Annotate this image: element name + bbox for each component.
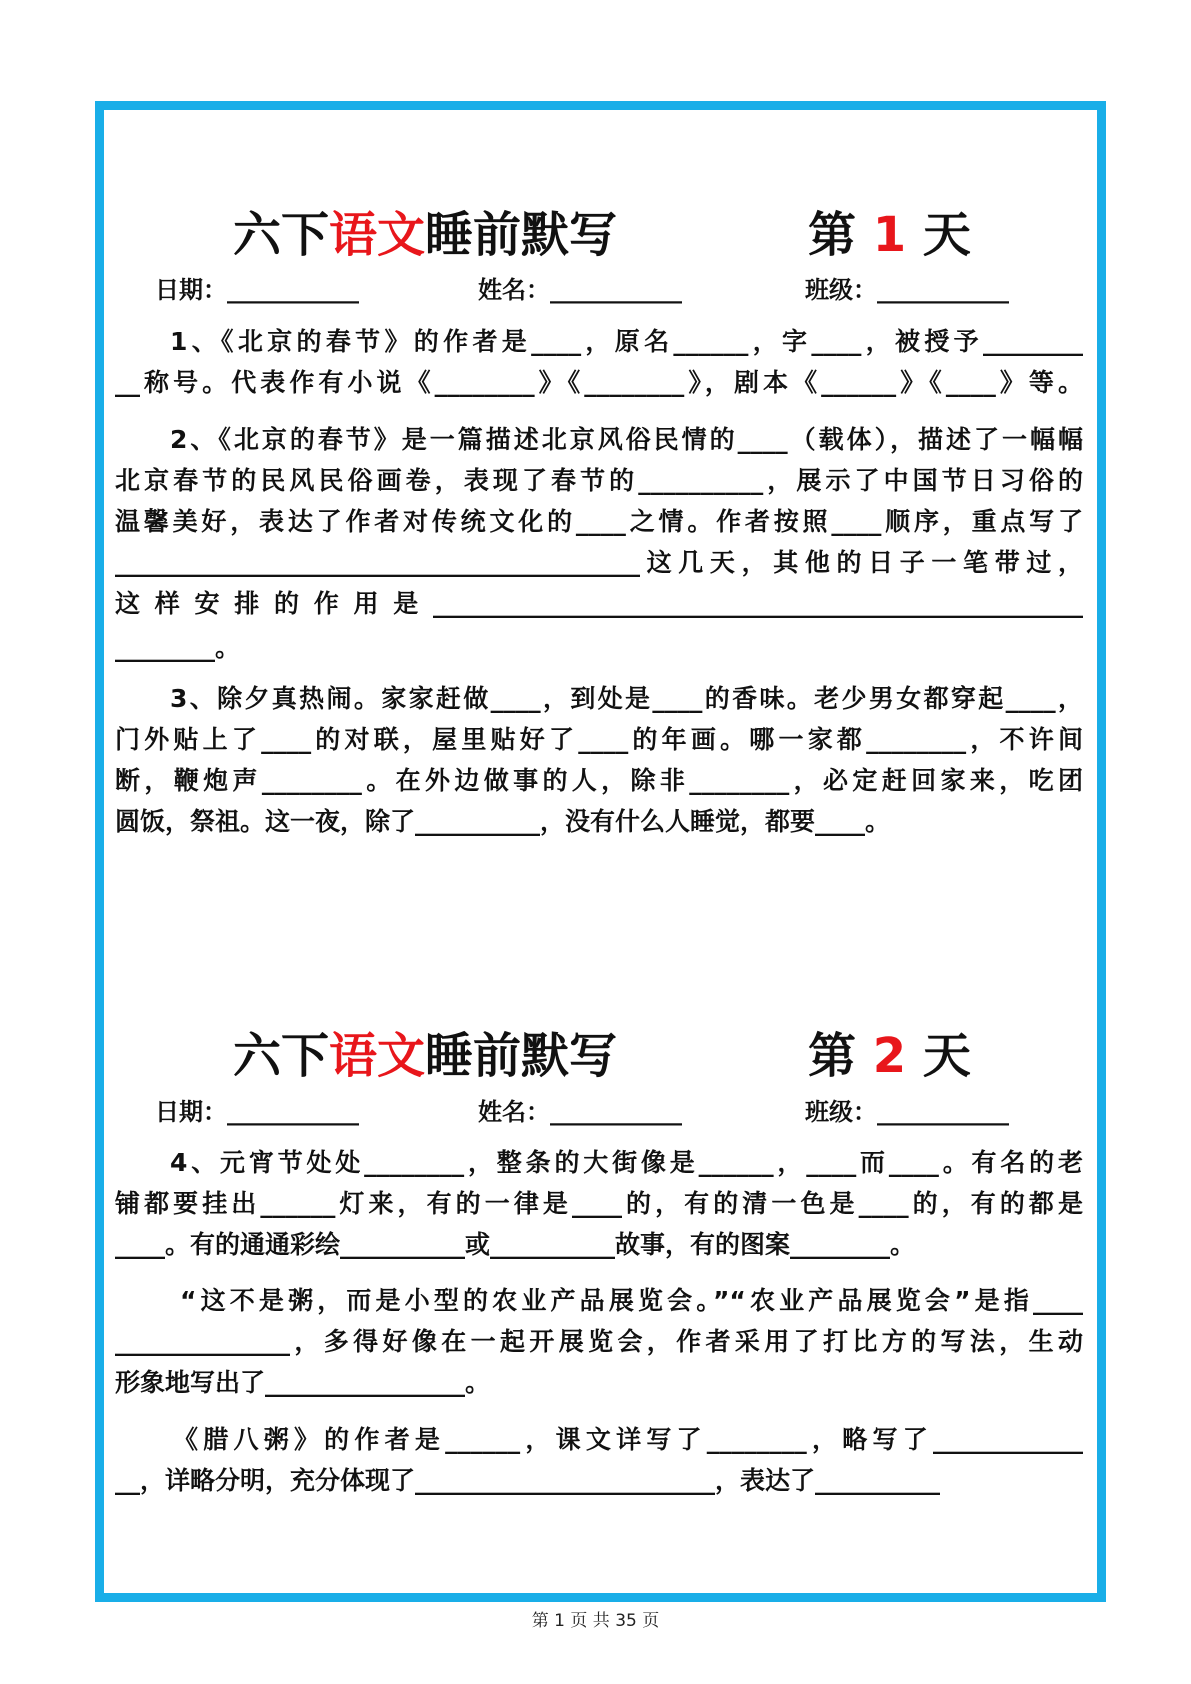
title-text [233, 1017, 617, 1086]
title-subject: 语文 [329, 207, 426, 263]
date-field[interactable]: 日期：___________ [155, 276, 359, 304]
day-prefix: 第 [808, 207, 857, 263]
question-line: 4、元宵节处处________，整条的大街像是______，____而____。有名的老 [170, 1148, 1083, 1177]
question-line: ________。 [115, 633, 241, 662]
question-line: 《腊八粥》的作者是______，课文详写了________，略写了____________ [173, 1425, 1083, 1454]
worksheet-title-day-1 [0, 196, 1191, 263]
title-part: 六下 [233, 207, 330, 263]
question-line: 断，鞭炮声________。在外边做事的人，除非________，必定赶回家来，吃团 [115, 766, 1083, 795]
question-line: 3、除夕真热闹。家家赶做____，到处是____的香味。老少男女都穿起____， [170, 684, 1083, 713]
question-line: ______________，多得好像在一起开展览会，作者采用了打比方的写法，生动 [115, 1327, 1083, 1356]
day-label [808, 1017, 971, 1086]
name-field[interactable]: 姓名：___________ [478, 1098, 682, 1126]
question-line: __称号。代表作有小说《________》《________》，剧本《______》《____》等。 [115, 368, 1083, 397]
date-field[interactable]: 日期：___________ [155, 1098, 359, 1126]
question-line: 形象地写出了________________。 [115, 1368, 491, 1397]
question-line: 1、《北京的春节》的作者是____，原名______，字____，被授予________ [170, 327, 1083, 356]
title-subject: 语文 [329, 1028, 426, 1084]
title-text [233, 196, 617, 265]
day-label [808, 196, 971, 265]
day-prefix: 第 [808, 1028, 857, 1084]
class-field[interactable]: 班级：___________ [805, 276, 1009, 304]
question-line: 北京春节的民风民俗画卷，表现了春节的__________，展示了中国节日习俗的 [115, 466, 1083, 495]
question-line: __________________________________________这几天，其他的日子一笔带过， [115, 548, 1083, 577]
question-line: 门外贴上了____的对联，屋里贴好了____的年画。哪一家都________，不许间 [115, 725, 1083, 754]
question-line: 2、《北京的春节》是一篇描述北京风俗民情的____（载体），描述了一幅幅 [170, 425, 1083, 454]
question-line: 铺都要挂出______灯来，有的一律是____的，有的清一色是____的，有的都是 [115, 1189, 1083, 1218]
question-line: 这样安排的作用是____________________________________________________ [115, 589, 1083, 618]
title-part: 睡前默写 [425, 1028, 618, 1084]
question-line: 温馨美好，表达了作者对传统文化的____之情。作者按照____顺序，重点写了 [115, 507, 1083, 536]
question-line: “这不是粥，而是小型的农业产品展览会。”“农业产品展览会”是指____ [180, 1286, 1083, 1315]
day-suffix: 天 [922, 207, 971, 263]
title-part: 睡前默写 [425, 207, 618, 263]
class-field[interactable]: 班级：___________ [805, 1098, 1009, 1126]
question-line: 圆饭，祭祖。这一夜，除了__________，没有什么人睡觉，都要____。 [115, 807, 891, 836]
worksheet-title-day-2 [0, 1017, 1191, 1084]
title-part: 六下 [233, 1028, 330, 1084]
question-line: __，详略分明，充分体现了________________________，表达了__________ [115, 1466, 941, 1495]
day-number: 2 [872, 1028, 907, 1084]
day-number: 1 [872, 207, 907, 263]
day-suffix: 天 [922, 1028, 971, 1084]
name-field[interactable]: 姓名：___________ [478, 276, 682, 304]
question-line: ____。有的通通彩绘__________或__________故事，有的图案________。 [115, 1230, 916, 1259]
page-number: 第 1 页 共 35 页 [531, 1611, 660, 1631]
